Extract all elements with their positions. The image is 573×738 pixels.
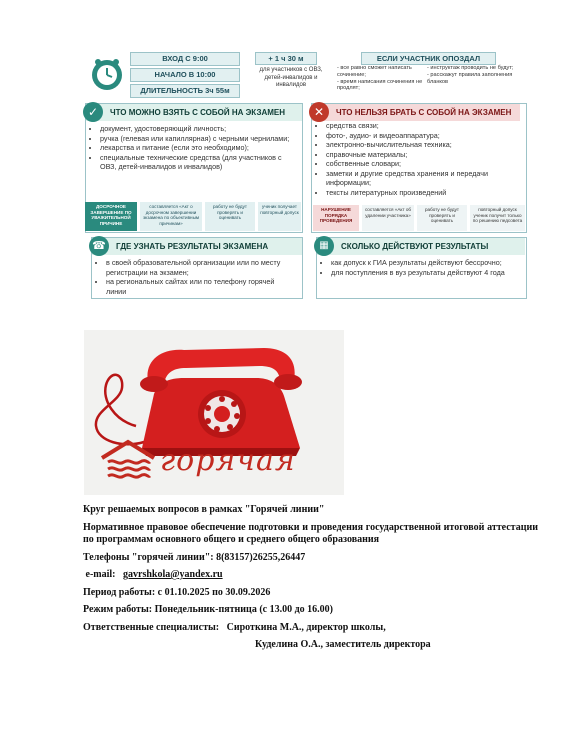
late-right-item: - расскажут правила заполнения бланков: [427, 71, 513, 85]
list-item: • документ, удостоверяющий личность;: [100, 124, 296, 134]
info-circle: Круг решаемых вопросов в рамках "Горячей линии": [83, 504, 325, 515]
info-mode: Режим работы: Понедельник-пятница (с 13.00 до 16.00): [83, 604, 333, 615]
results-where-list: [96, 258, 296, 296]
list-item: • справочные материалы;: [326, 150, 524, 160]
exam-infographic: [83, 47, 528, 302]
list-item: • собственные словари;: [326, 159, 524, 169]
cannot-take-title: ЧТО НЕЛЬЗЯ БРАТЬ С СОБОЙ НА ЭКЗАМЕН: [312, 104, 520, 121]
results-valid-section: [316, 237, 527, 299]
list-item: • лекарства и питание (если это необходимо);: [100, 143, 296, 153]
violation-steps: [313, 205, 525, 231]
hotline-image: [84, 330, 344, 495]
info-responsible-second: Куделина О.А., заместитель директора: [255, 639, 431, 650]
late-right-list: [427, 65, 519, 85]
email-link[interactable]: gavrshkola@yandex.ru: [123, 569, 223, 580]
list-item: • для поступления в вуз результаты действуют 4 года: [331, 268, 521, 278]
duration: ДЛИТЕЛЬНОСТЬ 3ч 55м: [130, 84, 240, 98]
hotline-logo-text: горячая: [160, 443, 296, 478]
step-item: работу не будут проверять и оценивать: [417, 205, 467, 231]
info-period: Период работы: с 01.10.2025 по 30.09.2026: [83, 586, 271, 598]
results-where-section: [91, 237, 303, 299]
cross-icon: ✕: [309, 102, 329, 122]
extra-time-note: для участников с ОВЗ, детей-инвалидов и инвалидов: [259, 67, 323, 88]
hotline-info: [83, 504, 538, 652]
step-item: работу не будут проверять и оценивать: [205, 202, 255, 231]
step-item: составляется «Акт об удалении участника»: [362, 205, 414, 231]
list-item: • ручка (гелевая или капиллярная) с черными чернилами;: [100, 134, 296, 144]
info-phones: Телефоны "горячей линии": 8(83157)26255,26447: [83, 551, 306, 563]
info-topic: Нормативное правовое обеспечение подготовки и проведения государственной итоговой аттестации по программам основного общего и среднего общего образования: [83, 521, 538, 545]
list-item: • фото-, аудио- и видеоаппаратура;: [326, 131, 524, 141]
list-item: • заметки и другие средства хранения и передачи информации;: [326, 169, 524, 188]
list-item: • специальные технические средства (для участников с ОВЗ, детей-инвалидов и инвалидов): [100, 153, 296, 172]
late-left-item: - время написания сочинения не продлят;: [337, 78, 423, 92]
extra-time: + 1 ч 30 м: [255, 52, 317, 65]
list-item: • в своей образовательной организации или по месту регистрации на экзамен;: [106, 258, 296, 277]
info-email: e-mail: gavrshkola@yandex.ru: [85, 569, 223, 580]
checkmark-icon: ✓: [83, 102, 103, 122]
results-valid-title: СКОЛЬКО ДЕЙСТВУЮТ РЕЗУЛЬТАТЫ: [317, 238, 525, 255]
step-item: НАРУШЕНИЕ ПОРЯДКА ПРОВЕДЕНИЯ: [313, 205, 359, 231]
late-title: ЕСЛИ УЧАСТНИК ОПОЗДАЛ: [361, 52, 496, 65]
list-item: • на региональных сайтах или по телефону горячей линии: [106, 277, 296, 296]
step-item: ученик получает повторный допуск: [258, 202, 301, 231]
late-left-list: [337, 65, 423, 92]
list-item: • электронно-вычислительная техника;: [326, 140, 524, 150]
step-item: составляется «Акт о досрочном завершении экзамена по объективным причинам»: [140, 202, 202, 231]
list-item: • тексты литературных произведений: [326, 188, 524, 198]
list-item: • как допуск к ГИА результаты действуют бессрочно;: [331, 258, 521, 268]
start-time: НАЧАЛО В 10:00: [130, 68, 240, 82]
step-item: ДОСРОЧНОЕ ЗАВЕРШЕНИЕ ПО УВАЖИТЕЛЬНОЙ ПРИЧИНЕ: [85, 202, 137, 231]
results-where-title: ГДЕ УЗНАТЬ РЕЗУЛЬТАТЫ ЭКЗАМЕНА: [92, 238, 302, 255]
entry-time: ВХОД С 9:00: [130, 52, 240, 66]
early-finish-steps: [85, 202, 301, 231]
cannot-take-list: [316, 121, 524, 197]
clock-icon: [90, 57, 124, 91]
list-item: • средства связи;: [326, 121, 524, 131]
step-item: повторный допуск ученик получит только по решению педсовета: [470, 205, 525, 231]
phone-icon: ☎: [89, 236, 109, 256]
late-left-item: - все равно сможет написать сочинение;: [337, 65, 412, 78]
late-right-item: - инструктаж проводить не будут;: [427, 65, 514, 71]
calendar-icon: ▦: [314, 236, 334, 256]
hotline-logo-icon: [98, 438, 158, 480]
info-responsible: Ответственные специалисты: Сироткина М.А., директор школы,: [83, 621, 386, 633]
can-take-list: [90, 124, 296, 172]
results-valid-list: [321, 258, 521, 277]
can-take-title: ЧТО МОЖНО ВЗЯТЬ С СОБОЙ НА ЭКЗАМЕН: [86, 104, 302, 121]
